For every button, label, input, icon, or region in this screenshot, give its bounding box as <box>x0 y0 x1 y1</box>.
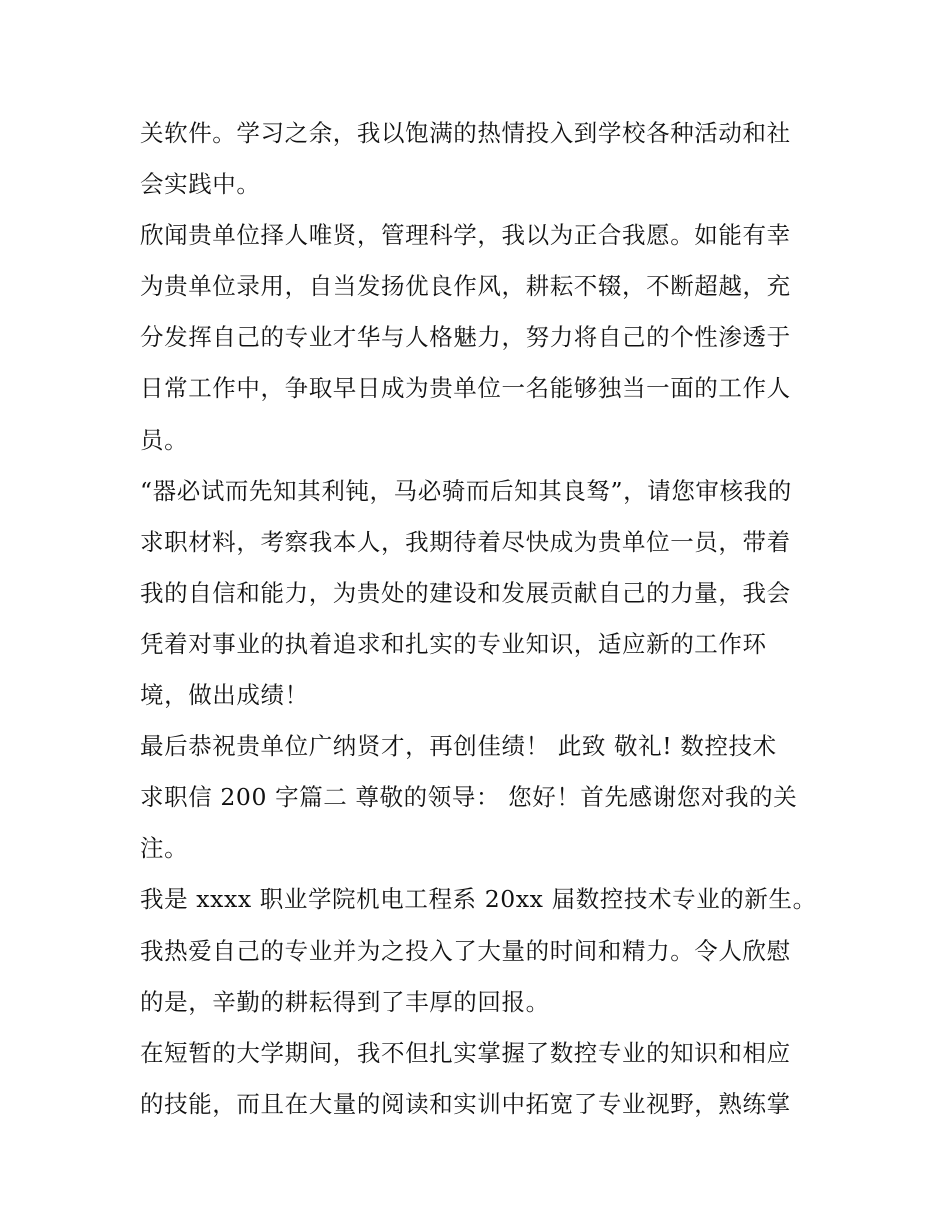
text-line: 的是，辛勤的耕耘得到了丰厚的回报。 <box>140 987 550 1016</box>
text-line: 求职信 200 字篇二 尊敬的领导： 您好！首先感谢您对我的关 <box>140 783 798 812</box>
text-line: 求职材料，考察我本人，我期待着尽快成为贵单位一员，带着 <box>140 527 791 556</box>
text-line: 员。 <box>140 425 189 454</box>
text-line: 会实践中。 <box>140 170 261 199</box>
text-line: 在短暂的大学期间，我不但扎实掌握了数控专业的知识和相应 <box>140 1038 791 1067</box>
text-line: 最后恭祝贵单位广纳贤才，再创佳绩！ 此致 敬礼! 数控技术 <box>140 732 777 761</box>
text-line: 分发挥自己的专业才华与人格魅力，努力将自己的个性渗透于 <box>140 323 791 352</box>
text-line: 凭着对事业的执着追求和扎实的专业知识，适应新的工作环 <box>140 629 767 658</box>
text-line: 欣闻贵单位择人唯贤，管理科学，我以为正合我愿。如能有幸 <box>140 221 791 250</box>
text-line: “器必试而先知其利钝，马必骑而后知其良驽”，请您审核我的 <box>140 476 792 505</box>
document-body-text <box>140 108 830 1130</box>
text-line: 注。 <box>140 834 189 863</box>
text-line: 为贵单位录用，自当发扬优良作风，耕耘不辍，不断超越，充 <box>140 272 791 301</box>
text-line: 关软件。学习之余，我以饱满的热情投入到学校各种活动和社 <box>140 119 791 147</box>
text-line: 日常工作中，争取早日成为贵单位一名能够独当一面的工作人 <box>140 374 791 403</box>
text-line: 我的自信和能力，为贵处的建设和发展贡献自己的力量，我会 <box>140 578 791 607</box>
text-line: 的技能，而且在大量的阅读和实训中拓宽了专业视野，熟练掌 <box>140 1089 791 1118</box>
text-line: 境，做出成绩！ <box>140 681 309 710</box>
text-line: 我热爱自己的专业并为之投入了大量的时间和精力。令人欣慰 <box>140 936 791 965</box>
text-line: 我是 xxxx 职业学院机电工程系 20xx 届数控技术专业的新生。 <box>140 885 817 914</box>
